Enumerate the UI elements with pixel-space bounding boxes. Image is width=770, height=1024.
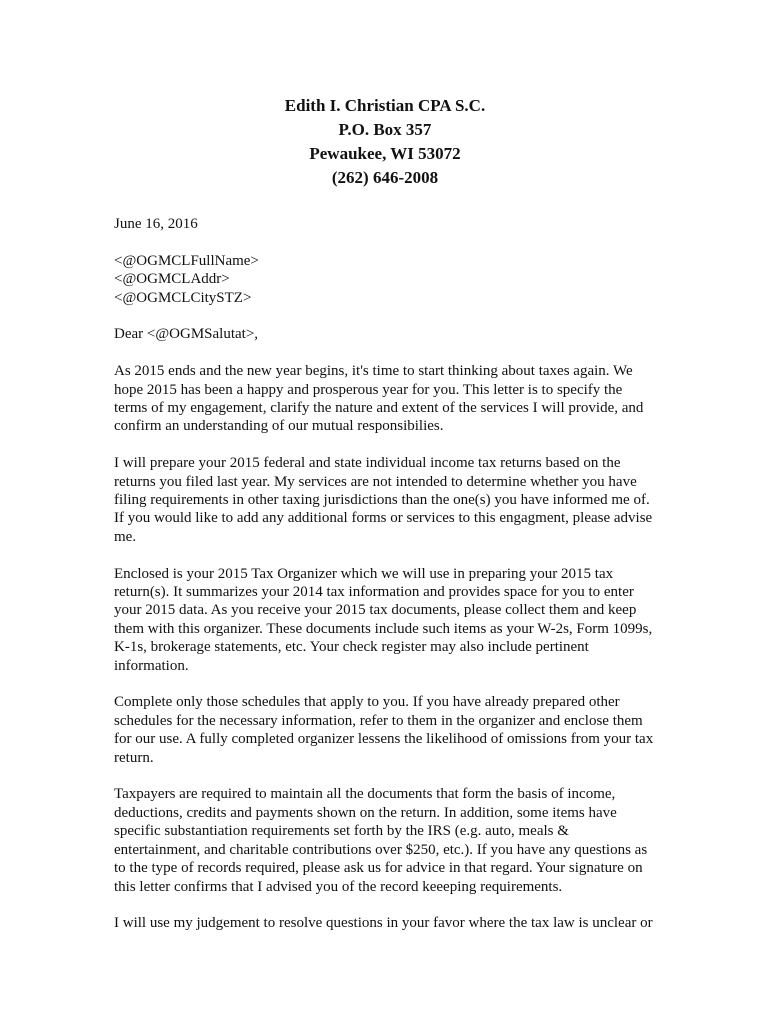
paragraph-line: hope 2015 has been a happy and prosperous year for you. This letter is to specify the: [114, 381, 623, 398]
recipient-name: <@OGMCLFullName>: [114, 252, 259, 269]
paragraph-line: filing requirements in other taxing jurisdictions than the one(s) you have informed me of.: [114, 492, 650, 509]
firm-name: Edith I. Christian CPA S.C.: [284, 96, 486, 115]
paragraph-line: deductions, credits and payments shown on the return. In addition, some items have: [114, 804, 617, 821]
paragraph-line: Taxpayers are required to maintain all the documents that form the basis of income,: [114, 786, 616, 803]
paragraph-line: I will use my judgement to resolve questions in your favor where the tax law is unclear or: [114, 915, 653, 932]
paragraph-scope: [114, 454, 662, 546]
paragraph-line: entertainment, and charitable contributions over $250, etc.). If you have any questions as: [114, 841, 648, 858]
recipient-address: <@OGMCLAddr>: [114, 271, 230, 288]
paragraph-organizer: [114, 565, 662, 675]
salutation: Dear <@OGMSalutat>,: [114, 326, 259, 343]
paragraph-line: them with this organizer. These documents include such items as your W-2s, Form 1099s,: [114, 620, 653, 637]
paragraph-line: confirm an understanding of our mutual responsibilies.: [114, 418, 444, 435]
letterhead: [0, 94, 770, 190]
letter-body: [114, 215, 662, 933]
paragraph-judgement: [114, 914, 662, 932]
letter-date: June 16, 2016: [114, 216, 198, 232]
paragraph-line: terms of my engagement, clarify the nature and extent of the services I will provide, and: [114, 400, 644, 417]
paragraph-line: for our use. A fully completed organizer lessens the likelihood of omissions from your tax: [114, 731, 654, 748]
paragraph-line: Enclosed is your 2015 Tax Organizer which we will use in preparing your 2015 tax: [114, 565, 614, 582]
paragraph-schedules: [114, 693, 662, 767]
paragraph-line: to the type of records required, please ask us for advice in that regard. Your signature on: [114, 860, 643, 877]
paragraph-line: If you would like to add any additional forms or services to this engagment, please advise: [114, 510, 653, 527]
paragraph-line: As 2015 ends and the new year begins, it's time to start thinking about taxes again. We: [114, 363, 633, 380]
paragraph-line: return(s). It summarizes your 2014 tax information and provides space for you to enter: [114, 584, 634, 601]
firm-city-state-zip: Pewaukee, WI 53072: [309, 144, 461, 163]
paragraph-line: Complete only those schedules that apply to you. If you have already prepared other: [114, 694, 620, 711]
paragraph-line: this letter confirms that I advised you of the record keeeping requirements.: [114, 878, 563, 895]
paragraph-line: information.: [114, 657, 189, 674]
paragraph-intro: [114, 362, 662, 436]
paragraph-line: I will prepare your 2015 federal and state individual income tax returns based on the: [114, 455, 621, 472]
paragraph-line: return.: [114, 749, 154, 766]
paragraph-line: K-1s, brokerage statements, etc. Your check register may also include pertinent: [114, 639, 589, 656]
paragraph-line: specific substantiation requirements set forth by the IRS (e.g. auto, meals &: [114, 823, 569, 840]
paragraph-line: me.: [114, 528, 137, 545]
paragraph-line: returns you filed last year. My services are not intended to determine whether you have: [114, 473, 637, 490]
paragraph-line: schedules for the necessary information, refer to them in the organizer and enclose them: [114, 712, 643, 729]
paragraph-line: your 2015 data. As you receive your 2015 tax documents, please collect them and keep: [114, 602, 637, 619]
po-box: P.O. Box 357: [338, 120, 432, 139]
recipient-city-state-zip: <@OGMCLCitySTZ>: [114, 289, 252, 306]
paragraph-records: [114, 785, 662, 895]
firm-phone: (262) 646-2008: [331, 168, 439, 187]
